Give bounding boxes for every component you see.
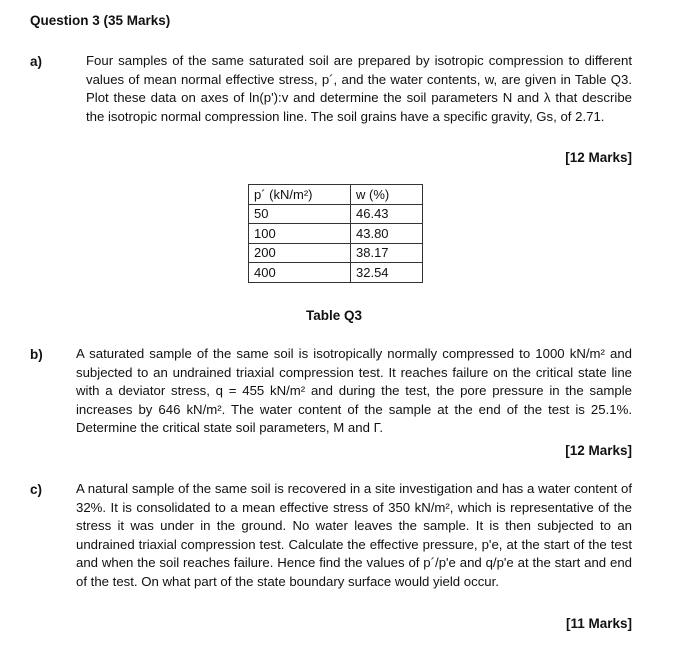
table-q3	[248, 184, 423, 283]
table-cell-p: 400	[249, 263, 351, 283]
part-c-marks: [11 Marks]	[565, 616, 632, 631]
part-c-label: c)	[30, 482, 43, 497]
table-cell-p: 50	[249, 204, 351, 224]
part-b-label: b)	[30, 347, 43, 362]
part-a-label: a)	[30, 54, 43, 69]
table-header-p: p´ (kN/m²)	[249, 185, 351, 205]
table-cell-w: 46.43	[351, 204, 423, 224]
part-a-text: Four samples of the same saturated soil are prepared by isotropic compression to different values of mean normal effective stress, p´, and the water contents, w, are given in Table Q3. Plot these data on axes of ln(p'):v and determine the soil parameters N and λ that describe the isotropic normal compression line. The soil grains have a specific gravity, Gs, of 2.71.	[86, 53, 632, 124]
table-cell-w: 38.17	[351, 243, 423, 263]
part-b-marks: [12 Marks]	[565, 443, 632, 458]
table-cell-p: 200	[249, 243, 351, 263]
table-header-w: w (%)	[351, 185, 423, 205]
table-cell-w: 32.54	[351, 263, 423, 283]
table-row	[249, 224, 423, 244]
question-title: Question 3 (35 Marks)	[30, 13, 171, 28]
table-cell-p: 100	[249, 224, 351, 244]
part-b-text: A saturated sample of the same soil is isotropically normally compressed to 1000 kN/m² and subjected to an undrained triaxial compression test. It reaches failure on the critical state line with a deviator stress, q = 455 kN/m² and during the test, the pore pressure in the sample increases by 646 kN/m². The water content of the sample at the end of the test is 25.1%. Determine the critical state soil parameters, M and Γ.	[76, 346, 632, 436]
part-a-marks: [12 Marks]	[565, 150, 632, 165]
part-c-text: A natural sample of the same soil is recovered in a site investigation and has a water content of 32%. It is consolidated to a mean effective stress of 350 kN/m², which is representative of the stress it was under in the ground. No water leaves the sample. It is then subjected to an undrained triaxial compression test. Calculate the effective pressure, p'e, at the start of the test and when the soil reaches failure. Hence find the values of p´/p'e and q/p'e at the start and end of the test. On what part of the state boundary surface would yield occur.	[76, 481, 632, 589]
table-row	[249, 204, 423, 224]
table-header-row	[249, 185, 423, 205]
table-row	[249, 243, 423, 263]
table-caption: Table Q3	[306, 308, 363, 323]
table-row	[249, 263, 423, 283]
table-cell-w: 43.80	[351, 224, 423, 244]
